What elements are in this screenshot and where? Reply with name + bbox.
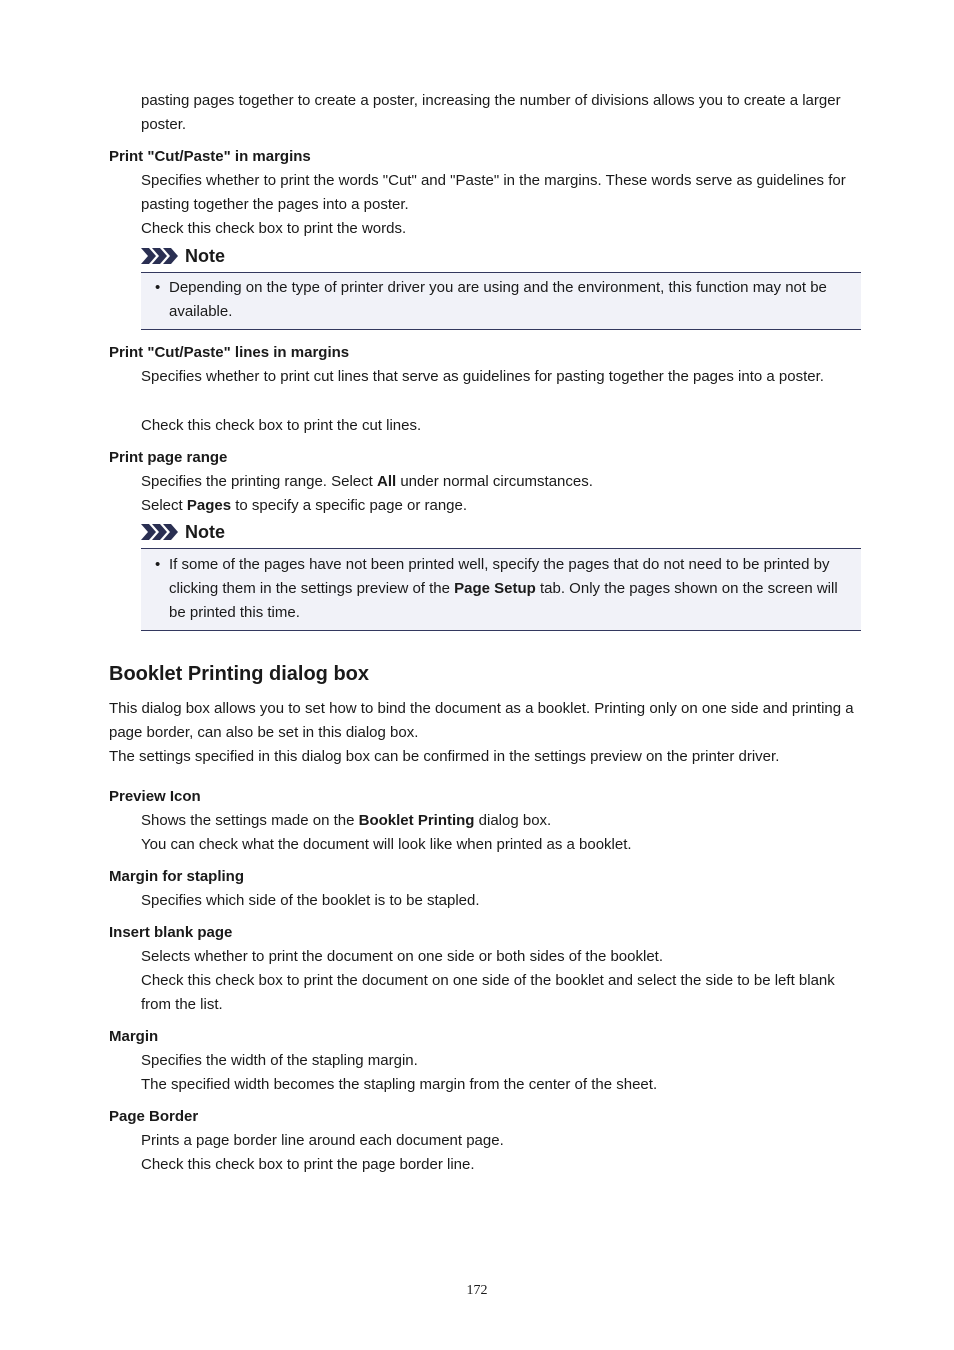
desc-page-border: Prints a page border line around each document page.: [141, 1132, 504, 1149]
term-margin-for-stapling: Margin for stapling: [109, 868, 244, 885]
desc-preview-icon: Shows the settings made on the Booklet Printing dialog box.: [141, 812, 552, 829]
desc2-preview-icon: You can check what the document will look like when printed as a booklet.: [141, 836, 632, 853]
page-number: 172: [466, 1283, 488, 1298]
note-heading: [141, 246, 225, 266]
booklet-intro-2: The settings specified in this dialog box can be confirmed in the settings preview on the printer driver.: [109, 748, 780, 765]
term-margin: Margin: [109, 1028, 159, 1045]
desc2-margin: The specified width becomes the stapling margin from the center of the sheet.: [141, 1076, 658, 1093]
section-heading: Booklet Printing dialog box: [109, 663, 369, 685]
note-heading: [141, 522, 225, 542]
term-cut-paste-lines: Print "Cut/Paste" lines in margins: [109, 344, 350, 361]
triple-chevron-icon: [141, 248, 181, 264]
bullet: •: [155, 556, 161, 573]
note-box: [141, 272, 861, 330]
desc2-cut-paste-lines: Check this check box to print the cut lines.: [141, 417, 422, 434]
desc2-cut-paste-margins: Check this check box to print the words.: [141, 220, 407, 237]
desc2-print-page-range: Select Pages to specify a specific page or range.: [141, 497, 468, 514]
term-preview-icon: Preview Icon: [109, 788, 201, 805]
term-page-border: Page Border: [109, 1108, 199, 1125]
desc2-insert-blank-page: Check this check box to print the document on one side of the booklet and select the side to be left blank from the list.: [141, 972, 835, 1013]
note-box: [141, 548, 861, 631]
intro-continuation: pasting pages together to create a poster, increasing the number of divisions allows you to create a larger poster.: [141, 92, 841, 133]
note-text: If some of the pages have not been printed well, specify the pages that do not need to be printed by clicking them in the settings preview of the Page Setup tab. Only the pages shown on the screen will be printed this time.: [169, 556, 838, 621]
desc2-page-border: Check this check box to print the page border line.: [141, 1156, 475, 1173]
desc-cut-paste-margins: Specifies whether to print the words "Cut" and "Paste" in the margins. These words serve as guidelines for pasting together the pages into a poster.: [141, 172, 846, 213]
term-print-page-range: Print page range: [109, 449, 228, 466]
desc-print-page-range: Specifies the printing range. Select All under normal circumstances.: [141, 473, 593, 490]
desc-cut-paste-lines: Specifies whether to print cut lines that serve as guidelines for pasting together the pages into a poster.: [141, 368, 824, 385]
triple-chevron-icon: [141, 524, 181, 540]
note-text: Depending on the type of printer driver you are using and the environment, this function may not be available.: [169, 279, 827, 320]
desc-margin: Specifies the width of the stapling margin.: [141, 1052, 418, 1069]
booklet-intro: This dialog box allows you to set how to bind the document as a booklet. Printing only on one side and printing a page border, can also be set in this dialog box.: [109, 700, 854, 741]
note-title: Note: [185, 522, 225, 542]
term-insert-blank-page: Insert blank page: [109, 924, 233, 941]
note-title: Note: [185, 246, 225, 266]
bullet: •: [155, 279, 161, 296]
desc-margin-for-stapling: Specifies which side of the booklet is to be stapled.: [141, 892, 480, 909]
desc-insert-blank-page: Selects whether to print the document on one side or both sides of the booklet.: [141, 948, 663, 965]
term-cut-paste-margins: Print "Cut/Paste" in margins: [109, 148, 311, 165]
